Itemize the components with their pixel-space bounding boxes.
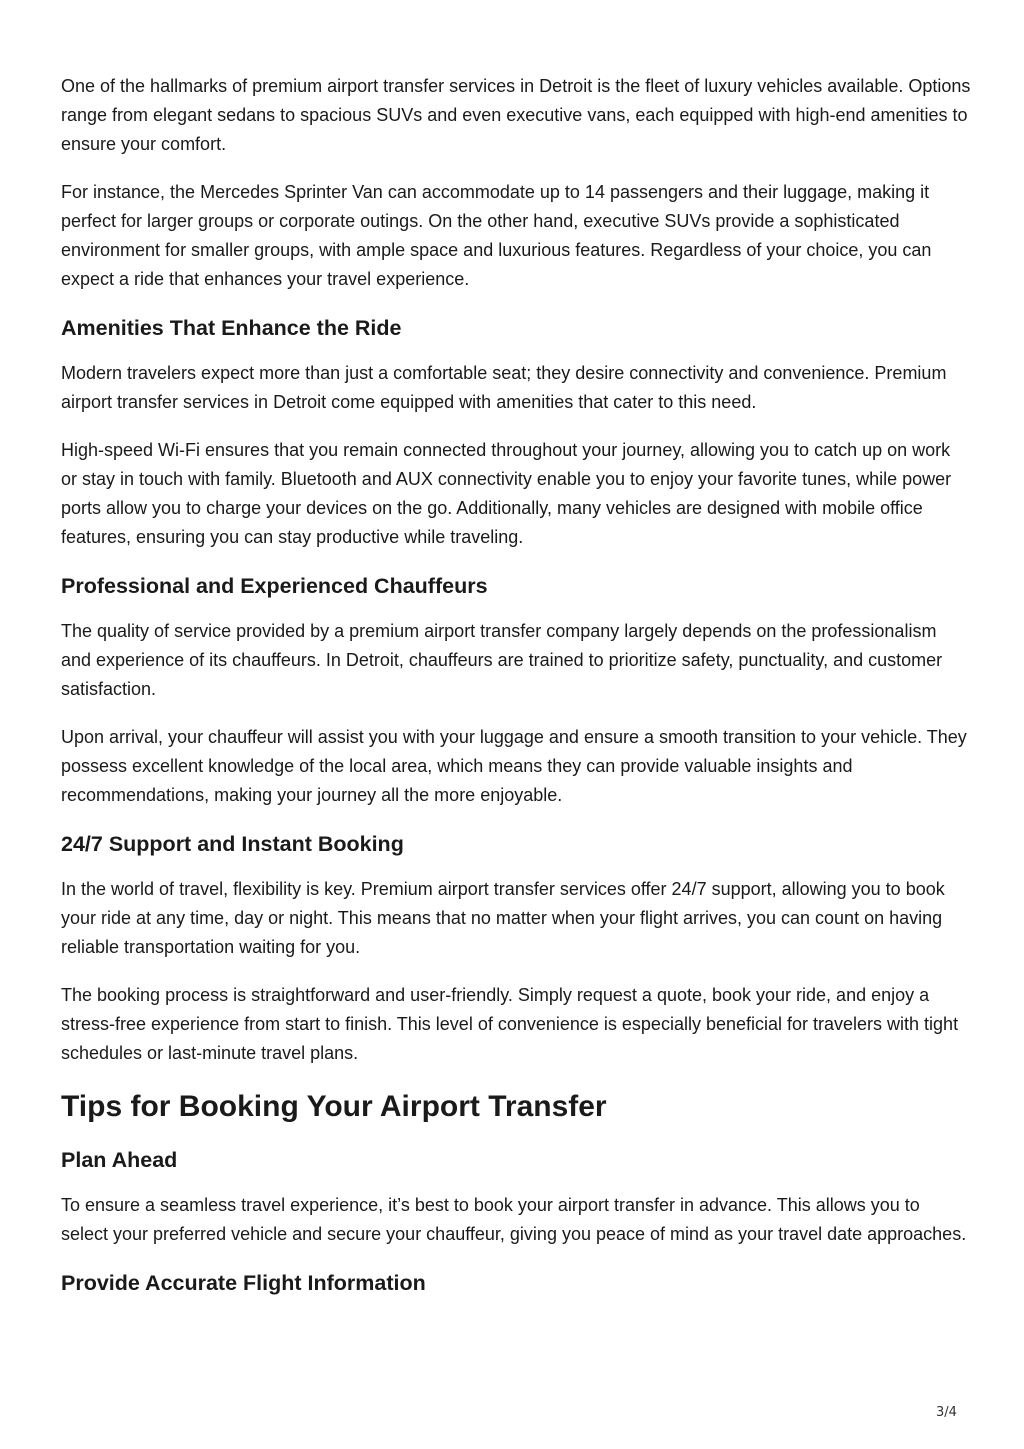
support-heading: 24/7 Support and Instant Booking (61, 832, 404, 856)
plan-ahead-paragraph: To ensure a seamless travel experience, it’s best to book your airport transfer in advance. This allows you to select your preferred vehicle and secure your chauffeur, giving you peace of mind as your travel date approaches. (61, 1195, 967, 1244)
chauffeurs-paragraph-1: The quality of service provided by a premium airport transfer company largely depends on the professionalism and experience of its chauffeurs. In Detroit, chauffeurs are trained to prioritize safety, punctuality, and customer satisfaction. (61, 621, 943, 699)
document-body (61, 72, 971, 1314)
page-number: 3/4 (936, 1405, 957, 1420)
fleet-detail-paragraph: For instance, the Mercedes Sprinter Van can accommodate up to 14 passengers and their luggage, making it perfect for larger groups or corporate outings. On the other hand, executive SUVs provide a sophisticated environment for smaller groups, with ample space and luxurious features. Regardless of your choice, you can expect a ride that enhances your travel experience. (61, 182, 932, 289)
flight-info-heading: Provide Accurate Flight Information (61, 1271, 426, 1295)
amenities-paragraph-2: High-speed Wi-Fi ensures that you remain connected throughout your journey, allowing you to catch up on work or stay in touch with family. Bluetooth and AUX connectivity enable you to enjoy your favorite tunes, while power ports allow you to charge your devices on the go. Additionally, many vehicles are designed with mobile office features, ensuring you can stay productive while traveling. (61, 440, 952, 547)
fleet-intro-paragraph: One of the hallmarks of premium airport transfer services in Detroit is the fleet of luxury vehicles available. Options range from elegant sedans to spacious SUVs and even executive vans, each equipped with high-end amenities to ensure your comfort. (61, 76, 971, 154)
plan-ahead-heading: Plan Ahead (61, 1148, 178, 1172)
support-paragraph-1: In the world of travel, flexibility is key. Premium airport transfer services offer 24/7 support, allowing you to book your ride at any time, day or night. This means that no matter when your flight arrives, you can count on having reliable transportation waiting for you. (61, 879, 945, 957)
amenities-heading: Amenities That Enhance the Ride (61, 316, 402, 340)
chauffeurs-heading: Professional and Experienced Chauffeurs (61, 574, 488, 598)
tips-heading: Tips for Booking Your Airport Transfer (61, 1090, 607, 1123)
chauffeurs-paragraph-2: Upon arrival, your chauffeur will assist you with your luggage and ensure a smooth transition to your vehicle. They possess excellent knowledge of the local area, which means they can provide valuable insights and recommendations, making your journey all the more enjoyable. (61, 727, 967, 805)
amenities-paragraph-1: Modern travelers expect more than just a comfortable seat; they desire connectivity and convenience. Premium airport transfer services in Detroit come equipped with amenities that cater to this need. (61, 363, 947, 412)
support-paragraph-2: The booking process is straightforward and user-friendly. Simply request a quote, book your ride, and enjoy a stress-free experience from start to finish. This level of convenience is especially beneficial for travelers with tight schedules or last-minute travel plans. (61, 985, 959, 1063)
